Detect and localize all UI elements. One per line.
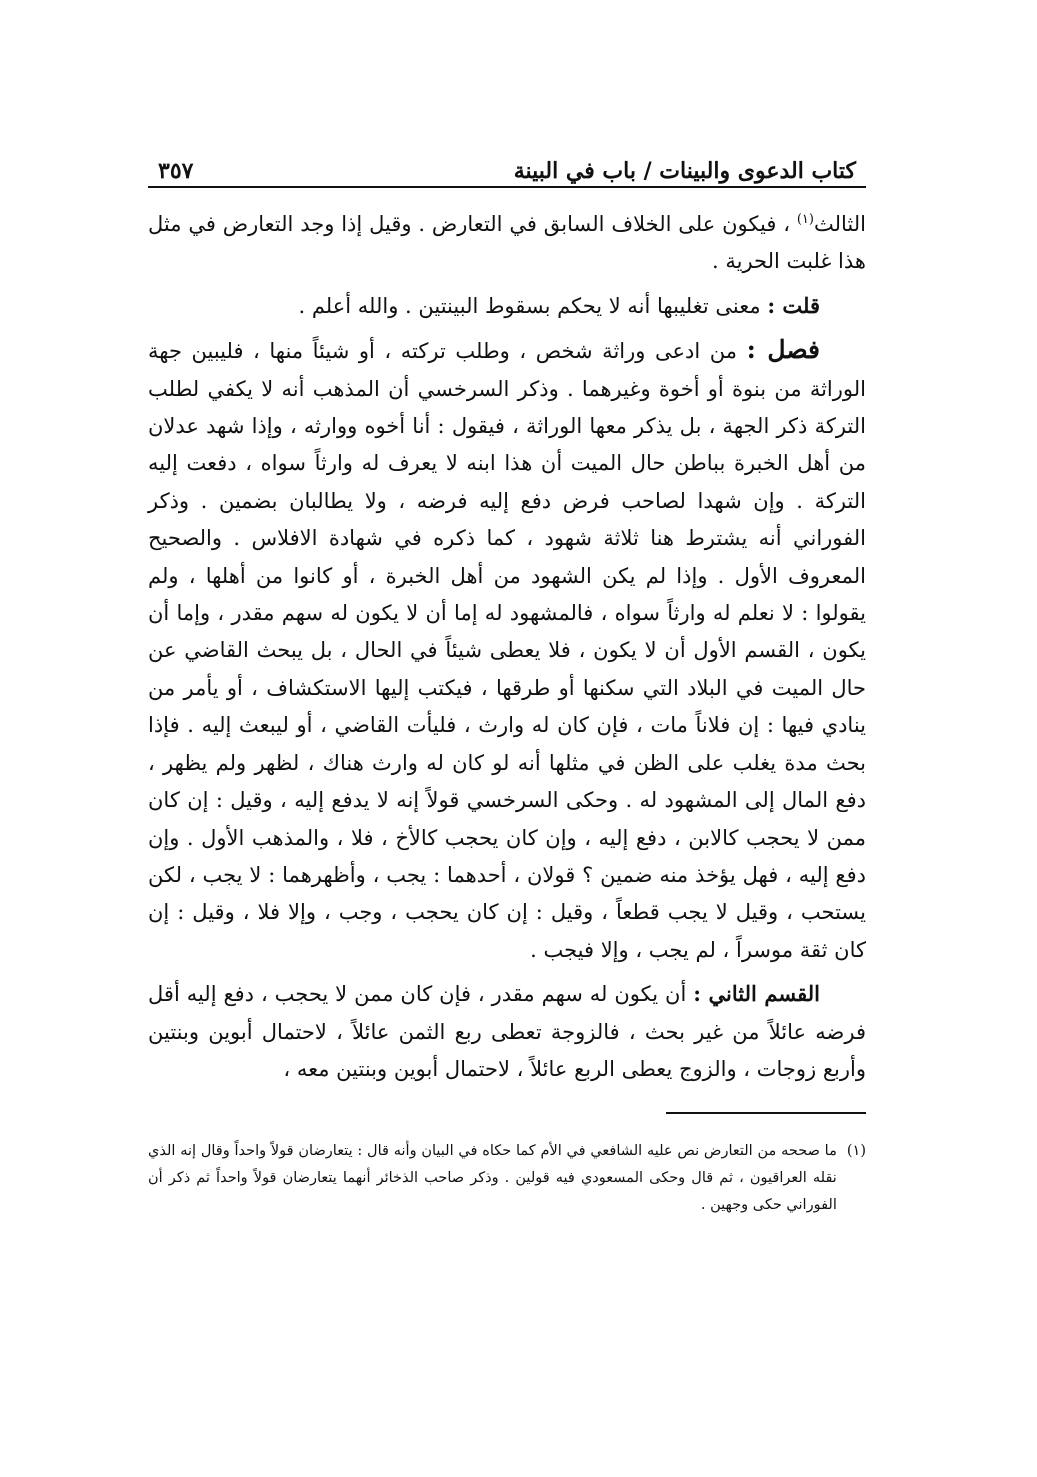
paragraph-1 [148, 206, 866, 281]
paragraph-3 [148, 331, 866, 969]
paragraph-4 [148, 975, 866, 1088]
paragraph-2-lead: قلت : [767, 292, 820, 318]
header-rule [148, 186, 866, 188]
paragraph-2 [148, 287, 866, 325]
main-text [148, 206, 866, 1088]
paragraph-4-lead: القسم الثاني : [693, 981, 820, 1007]
footnote-marker: (١) [846, 1143, 866, 1160]
page-number: ٣٥٧ [158, 158, 194, 184]
paragraph-4-text: أن يكون له سهم مقدر ، فإن كان ممن لا يحجب ، دفع إليه أقل فرضه عائلاً من غير بحث ، فالزوجة تعطى ربع الثمن عائلاً ، لاحتمال أبوين وبنتين وأربع زوجات ، والزوج يعطى الربع عائلاً ، لاحتمال أبوين وبنتين معه ، [148, 982, 866, 1081]
footnote-rule [666, 1112, 866, 1114]
running-header [148, 140, 866, 184]
footnote-reference: (١) [796, 212, 814, 227]
paragraph-1-rest: ، فيكون على الخلاف السابق في التعارض . وقيل إذا وجد التعارض في مثل هذا غلبت الحرية . [148, 212, 866, 274]
paragraph-3-text: من ادعى وراثة شخص ، وطلب تركته ، أو شيئاً منها ، فليبين جهة الوراثة من بنوة أو أخوة وغيرهما . وذكر السرخسي أن المذهب أنه لا يكفي لطلب التركة ذكر الجهة ، بل يذكر معها الوراثة ، فيقول : أنا أخوه ووارثه ، وإذا شهد عدلان من أهل الخبرة بباطن حال الميت أن هذا ابنه لا يعرف له وارثاً سواه ، دفعت إليه التركة . وإن شهدا لصاحب فرض دفع إليه فرضه ، ولا يطالبان بضمين . وذكر الفوراني أنه يشترط هنا ثلاثة شهود ، كما ذكره في شهادة الافلاس . والصحيح المعروف الأول . وإذا لم يكن الشهود من أهل الخبرة ، أو كانوا من أهلها ، ولم يقولوا : لا نعلم له وارثاً سواه ، فالمشهود له إما أن لا يكون له سهم مقدر ، وإما أن يكون ، القسم الأول أن لا يكون ، فلا يعطى شيئاً في الحال ، بل يبحث القاضي عن حال الميت في البلاد التي سكنها أو طرقها ، فيكتب إليها الاستكشاف ، أو يأمر من ينادي فيها : إن فلاناً مات ، فإن كان له وارث ، فليأت القاضي ، أو ليبعث إليه . فإذا بحث مدة يغلب على الظن في مثلها أنه لو كان له وارث هناك ، لظهر ولم يظهر ، دفع المال إلى المشهود له . وحكى السرخسي قولاً إنه لا يدفع إليه ، وقيل : إن كان ممن لا يحجب كالابن ، دفع إليه ، وإن كان يحجب كالأخ ، فلا ، والمذهب الأول . وإن دفع إليه ، فهل يؤخذ منه ضمين ؟ قولان ، أحدهما : يجب ، وأظهرهما : لا يجب ، لكن يستحب ، وقيل لا يجب قطعاً ، وقيل : إن كان يحجب ، وجب ، وإلا فلا ، وقيل : إن كان ثقة موسراً ، لم يجب ، وإلا فيجب . [148, 339, 866, 962]
header-title: كتاب الدعوى والبينات / باب في البينة [513, 158, 856, 184]
section-heading-fasl: فصل : [746, 335, 820, 365]
footnote-text: ما صححه من التعارض نص عليه الشافعي في الأم كما حكاه في البيان وأنه قال : يتعارضان قولاً واحداً وقال إنه الذي نقله العراقيون ، ثم قال وحكى المسعودي فيه قولين . وذكر صاحب الذخائر أنهما يتعارضان قولاً واحداً ثم ذكر أن الفوراني حكى وجهين . [148, 1143, 837, 1214]
book-page [148, 140, 866, 1219]
footnote [148, 1138, 866, 1219]
paragraph-2-text: معنى تغليبها أنه لا يحكم بسقوط البينتين . والله أعلم . [298, 293, 761, 318]
paragraph-1-start: الثالث [813, 212, 866, 236]
